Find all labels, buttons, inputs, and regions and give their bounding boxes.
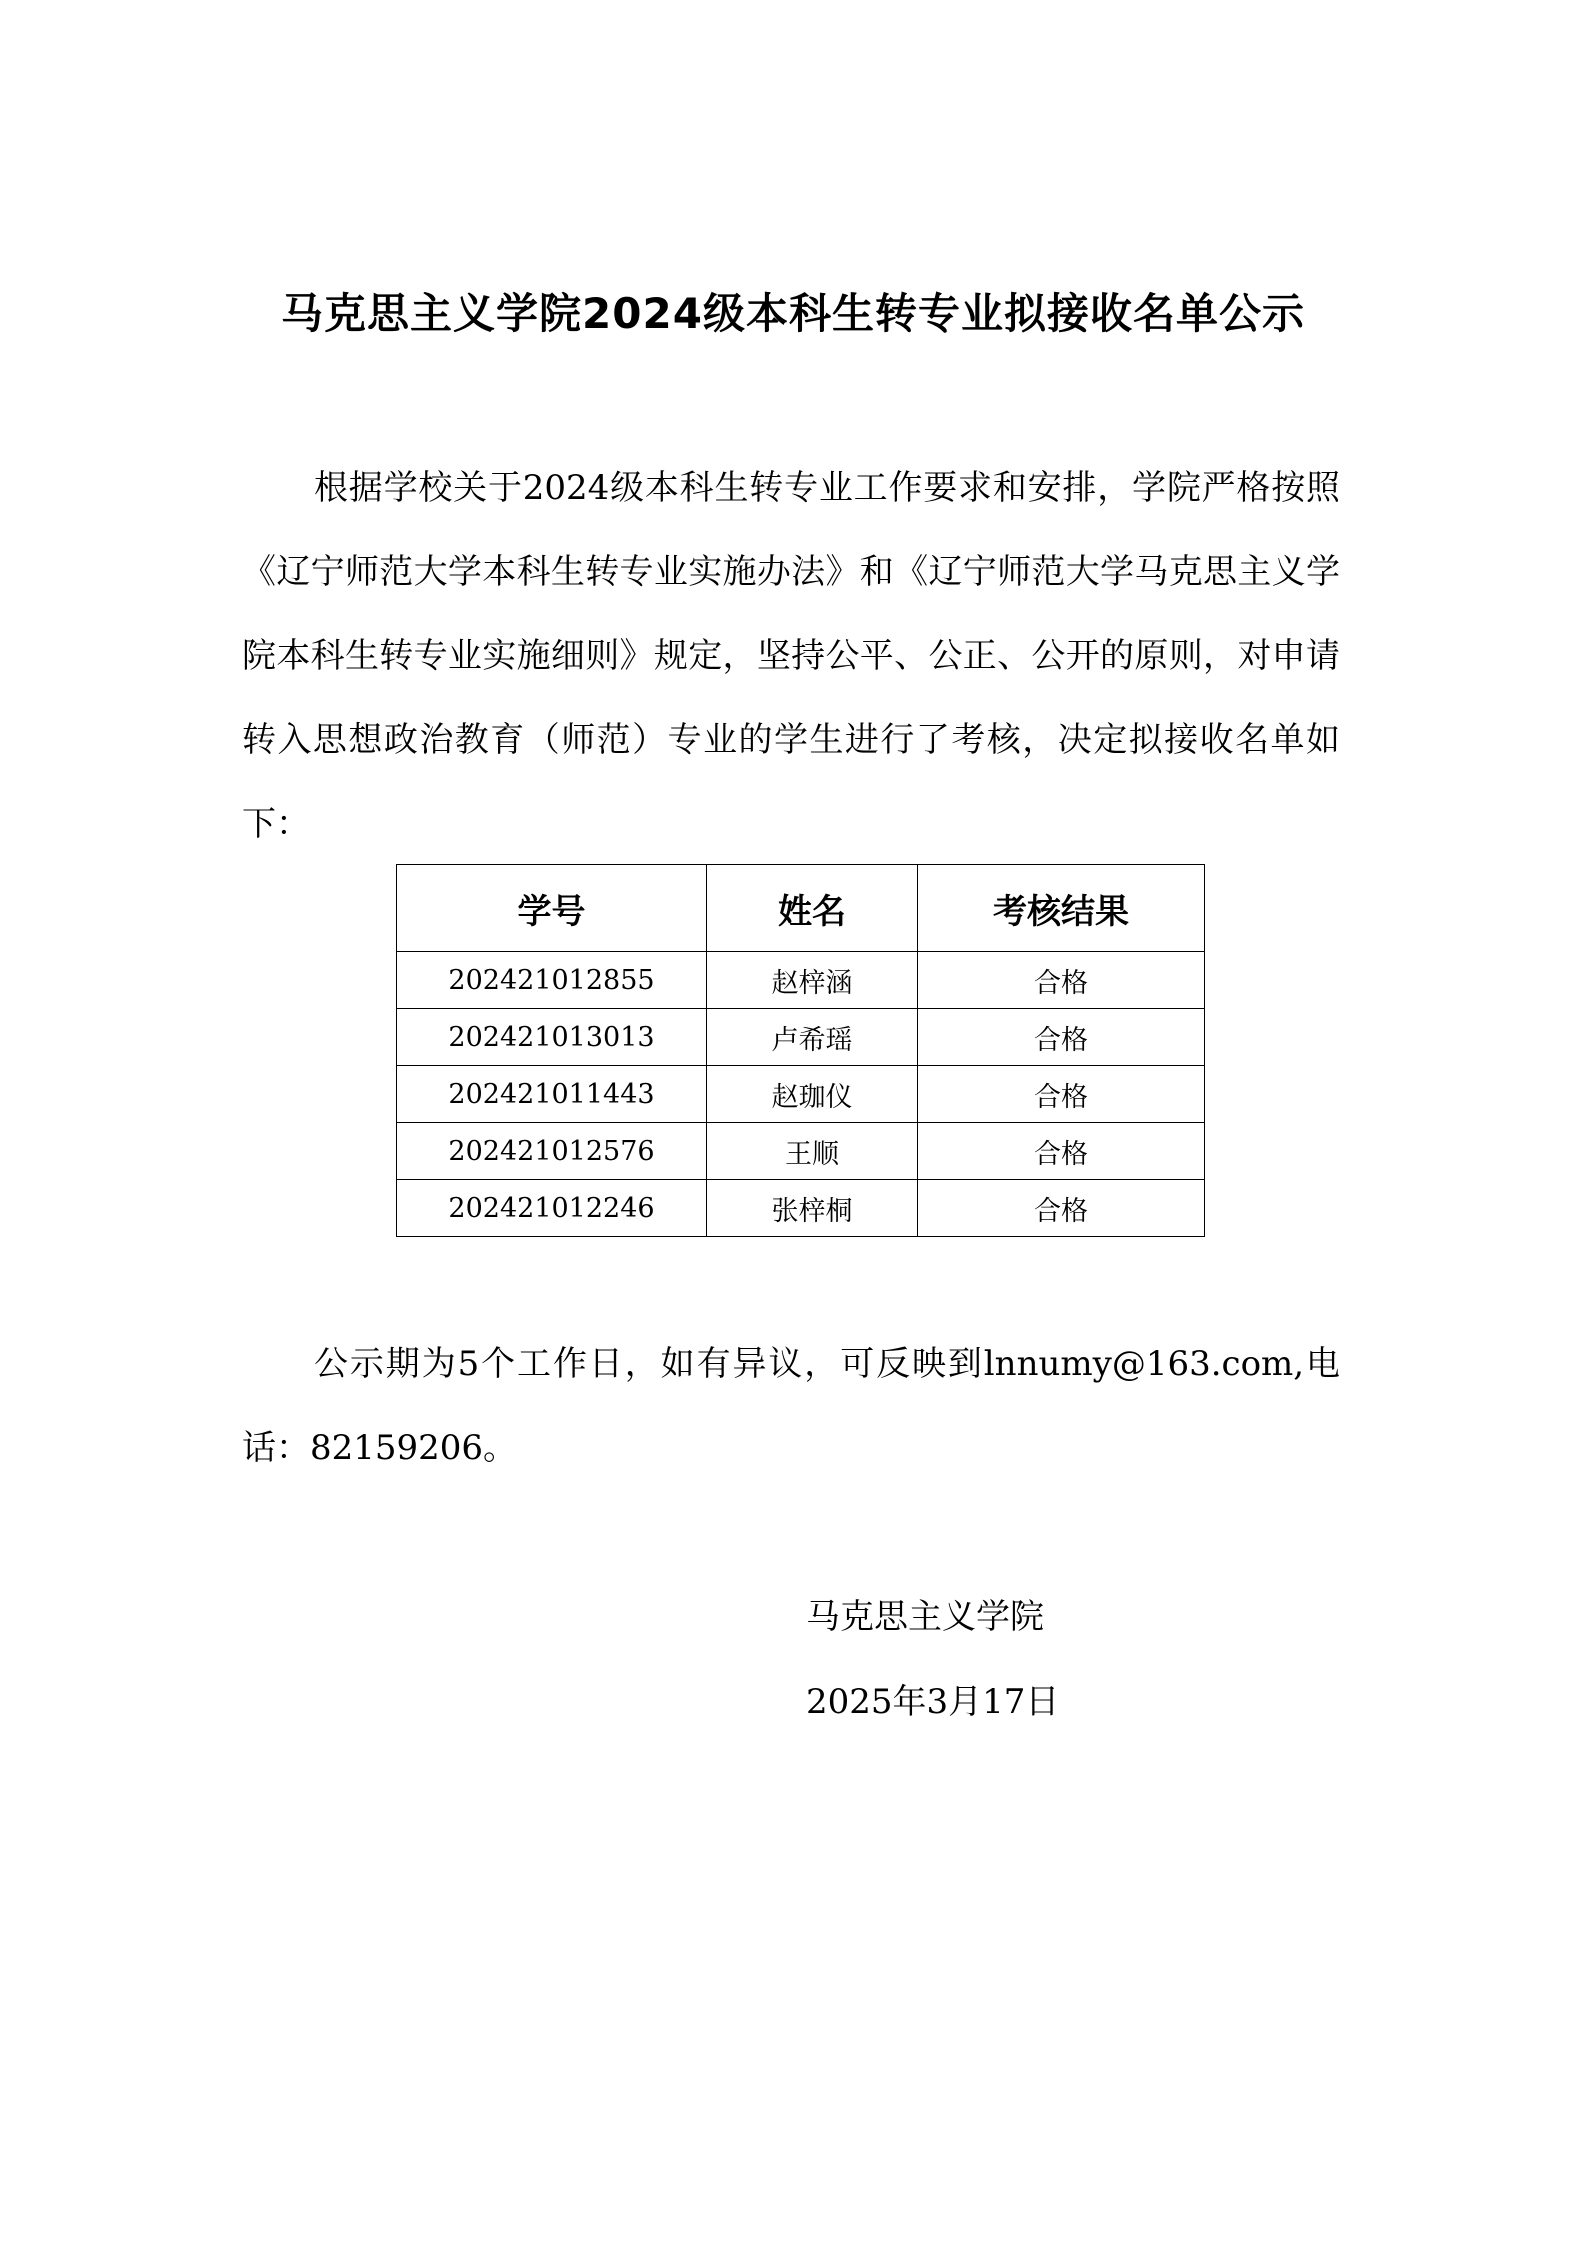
table-row xyxy=(397,1180,1205,1237)
document-title: 马克思主义学院2024级本科生转专业拟接收名单公示 xyxy=(281,289,1305,338)
cell-name: 张梓桐 xyxy=(707,1180,918,1237)
table-header-row xyxy=(397,865,1205,952)
cell-result: 合格 xyxy=(918,1180,1205,1237)
cell-result: 合格 xyxy=(918,1066,1205,1123)
cell-student-id: 202421012855 xyxy=(397,952,707,1009)
table-row xyxy=(397,952,1205,1009)
cell-name: 王顺 xyxy=(707,1123,918,1180)
table-row xyxy=(397,1123,1205,1180)
cell-name: 赵珈仪 xyxy=(707,1066,918,1123)
cell-student-id: 202421013013 xyxy=(397,1009,707,1066)
cell-name: 卢希瑶 xyxy=(707,1009,918,1066)
cell-student-id: 202421012246 xyxy=(397,1180,707,1237)
cell-student-id: 202421011443 xyxy=(397,1066,707,1123)
header-student-id: 学号 xyxy=(397,865,707,952)
table-row xyxy=(397,1066,1205,1123)
header-name: 姓名 xyxy=(707,865,918,952)
intro-paragraph: 根据学校关于2024级本科生转专业工作要求和安排，学院严格按照《辽宁师范大学本科生转专业实施办法》和《辽宁师范大学马克思主义学院本科生转专业实施细则》规定，坚持公平、公正、公开的原则，对申请转入思想政治教育（师范）专业的学生进行了考核，决定拟接收名单如下： xyxy=(242,468,1340,844)
contact-paragraph: 公示期为5个工作日，如有异议，可反映到lnnumy@163.com,电话：82159206。 xyxy=(242,1344,1340,1468)
cell-name: 赵梓涵 xyxy=(707,952,918,1009)
signature-organization: 马克思主义学院 xyxy=(806,1597,1044,1637)
cell-result: 合格 xyxy=(918,1009,1205,1066)
cell-student-id: 202421012576 xyxy=(397,1123,707,1180)
cell-result: 合格 xyxy=(918,952,1205,1009)
header-result: 考核结果 xyxy=(918,865,1205,952)
signature-date: 2025年3月17日 xyxy=(806,1682,1060,1722)
admission-list-table xyxy=(396,864,1205,1237)
table-row xyxy=(397,1009,1205,1066)
cell-result: 合格 xyxy=(918,1123,1205,1180)
